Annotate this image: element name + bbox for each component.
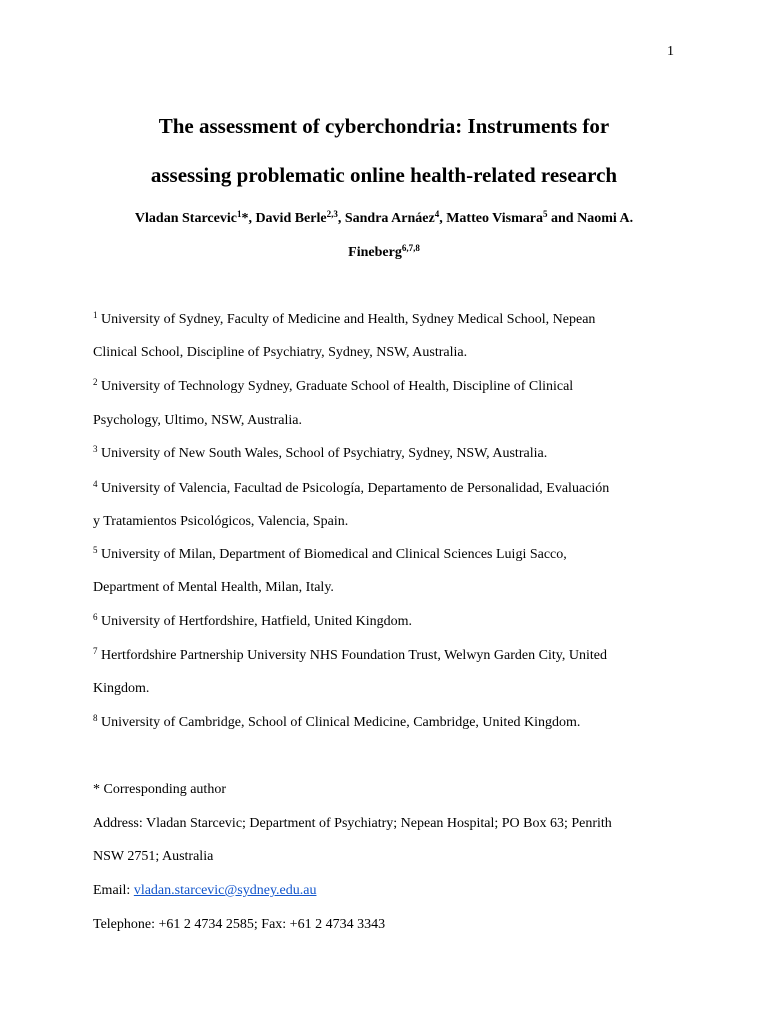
affiliation-number: 5 — [93, 545, 98, 555]
affiliation-number: 4 — [93, 479, 98, 489]
affiliation-number: 7 — [93, 646, 98, 656]
affiliation-text: University of New South Wales, School of Psychiatry, Sydney, NSW, Australia. — [97, 446, 548, 461]
corresponding-author-label: * Corresponding author — [93, 782, 226, 797]
affiliation-2-continued: Psychology, Ultimo, NSW, Australia. — [93, 413, 302, 428]
affiliation-text: University of Sydney, Faculty of Medicine and Health, Sydney Medical School, Nepean — [97, 312, 596, 327]
affiliation-number: 3 — [93, 444, 98, 454]
affiliation-1-continued: Clinical School, Discipline of Psychiatry, Sydney, NSW, Australia. — [93, 345, 468, 360]
affiliation-5 — [93, 547, 567, 563]
affiliation-8 — [93, 715, 580, 731]
author-separator: and — [547, 211, 578, 226]
author-name: Naomi A. — [577, 211, 634, 226]
address-line-1: Address: Vladan Starcevic; Department of Psychiatry; Nepean Hospital; PO Box 63; Penrith — [93, 816, 612, 831]
affiliation-number: 8 — [93, 713, 98, 723]
author-separator: , — [439, 211, 447, 226]
author-separator: , — [337, 211, 345, 226]
title-line-1: The assessment of cyberchondria: Instruments for — [158, 114, 610, 138]
affiliation-number: 2 — [93, 377, 98, 387]
affiliation-3 — [93, 446, 547, 462]
affiliation-7 — [93, 648, 607, 664]
affiliation-text: University of Cambridge, School of Clinical Medicine, Cambridge, United Kingdom. — [97, 715, 581, 730]
author-name: Vladan Starcevic — [134, 211, 237, 226]
author-affiliation-marker: 2,3 — [326, 209, 338, 219]
affiliation-1 — [93, 312, 595, 328]
author-affiliation-marker: 4 — [434, 209, 440, 219]
affiliation-7-continued: Kingdom. — [93, 681, 150, 696]
affiliation-text: Hertfordshire Partnership University NHS Foundation Trust, Welwyn Garden City, United — [97, 648, 607, 663]
author-list-line-2 — [0, 245, 768, 261]
telephone-line: Telephone: +61 2 4734 2585; Fax: +61 2 4734 3343 — [93, 917, 386, 932]
author-affiliation-marker: 1 — [236, 209, 242, 219]
author-list-line-1 — [0, 211, 768, 227]
affiliation-text: University of Technology Sydney, Graduate School of Health, Discipline of Clinical — [97, 379, 574, 394]
email-label: Email: — [93, 883, 134, 898]
email-line — [93, 883, 316, 899]
affiliation-2 — [93, 379, 573, 395]
author-name: Matteo Vismara — [446, 211, 543, 226]
author-affiliation-marker: 5 — [543, 209, 548, 219]
affiliation-text: University of Hertfordshire, Hatfield, United Kingdom. — [97, 614, 413, 629]
author-name: Fineberg — [348, 245, 402, 260]
author-name: David Berle — [255, 211, 327, 226]
affiliation-number: 1 — [93, 310, 98, 320]
affiliation-5-continued: Department of Mental Health, Milan, Italy. — [93, 580, 334, 595]
email-link[interactable]: vladan.starcevic@sydney.edu.au — [133, 883, 317, 898]
affiliation-6 — [93, 614, 412, 630]
affiliation-text: University of Valencia, Facultad de Psicología, Departamento de Personalidad, Evaluación — [97, 481, 610, 496]
address-line-2: NSW 2751; Australia — [93, 849, 214, 864]
page-number: 1 — [667, 44, 674, 59]
title-line-2: assessing problematic online health-related research — [150, 163, 618, 187]
author-name: Sandra Arnáez — [344, 211, 435, 226]
affiliation-4-continued: y Tratamientos Psicológicos, Valencia, Spain. — [93, 514, 349, 529]
affiliation-4 — [93, 481, 609, 497]
affiliation-number: 6 — [93, 612, 98, 622]
corresponding-marker: *, — [241, 211, 256, 226]
affiliation-text: University of Milan, Department of Biomedical and Clinical Sciences Luigi Sacco, — [97, 547, 567, 562]
author-affiliation-marker: 6,7,8 — [401, 243, 420, 253]
